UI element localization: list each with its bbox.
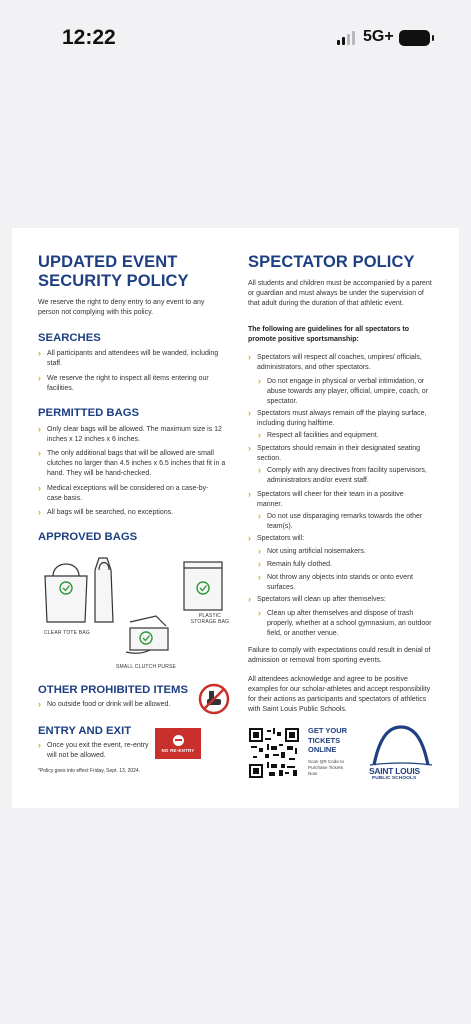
battery-icon	[399, 30, 430, 46]
failure-notice: Failure to comply with expectations could result in denial of admission or removal from sporting events.	[248, 647, 431, 664]
permitted-bags-item: › The only additional bags that will be allowed are small clutches no larger than 4.5 inches x 6.5 inches that fit in a hand. They will be hand-checked.	[38, 449, 228, 479]
prohibited-heading: OTHER PROHIBITED ITEMS	[38, 684, 189, 696]
spectator-item: › Spectators will cheer for their team in a positive manner.	[248, 490, 424, 510]
status-bar	[0, 0, 471, 78]
small-clutch-purse-icon	[124, 612, 176, 658]
searches-heading: SEARCHES	[38, 332, 101, 344]
no-reentry-label: NO RE-ENTRY	[161, 747, 195, 753]
get-tickets-online: GET YOUR TICKETS ONLINE	[308, 726, 348, 754]
no-food-drink-icon	[198, 683, 230, 715]
spectator-subitem: › Not throw any objects into stands or onto event surfaces.	[258, 573, 434, 593]
plastic-storage-bag-icon	[182, 560, 224, 612]
security-title-line1: UPDATED EVENT	[38, 253, 178, 271]
no-entry-icon	[173, 735, 184, 746]
spectator-title: SPECTATOR POLICY	[248, 253, 415, 271]
spectator-subitem: › Respect all facilities and equipment.	[258, 431, 434, 441]
policy-footnote: *Policy goes into effect Friday, Sept. 13, 2024.	[38, 768, 141, 774]
tickets-qr-code[interactable]	[249, 728, 299, 778]
entry-exit-heading: ENTRY AND EXIT	[38, 725, 132, 737]
plastic-bag-caption: PLASTIC STORAGE BAG	[190, 613, 230, 625]
permitted-bags-heading: PERMITTED BAGS	[38, 407, 140, 419]
spectator-item: › Spectators should remain in their designated seating section.	[248, 444, 424, 464]
acknowledgement: All attendees acknowledge and agree to be positive examples for our scholar-athletes and accept responsibility for their actions as participants and spectators of athletics with Saint Louis Public Schools.	[248, 676, 431, 713]
spectator-subitem: › Comply with any directives from facility supervisors, administrators and/or event staff.	[258, 466, 434, 486]
spectator-subitem: › Not using artificial noisemakers.	[258, 547, 434, 557]
guidelines-lead: The following are guidelines for all spectators to promote positive sportsmanship:	[248, 326, 410, 343]
spectator-item: › Spectators will:	[248, 534, 434, 544]
spectator-intro: All students and children must be accompanied by a parent or guardian and must always be under the supervision of that adult during the duration of that athletic event.	[248, 280, 432, 307]
spectator-item: › Spectators will clean up after themselves:	[248, 595, 434, 605]
entry-exit-item: › Once you exit the event, re-entry will not be allowed.	[38, 741, 158, 761]
policy-flyer-image	[12, 228, 459, 808]
searches-item: › All participants and attendees will be wanded, including staff.	[38, 349, 222, 369]
spectator-subitem: › Do not use disparaging remarks towards the other team(s).	[258, 512, 434, 532]
security-title-line2: SECURITY POLICY	[38, 272, 189, 290]
spectator-subitem: › Clean up after themselves and dispose of trash properly, whether at a school gymnasium, an outdoor field, or another venue.	[258, 609, 434, 639]
clear-tote-caption: CLEAR TOTE BAG	[44, 630, 90, 636]
spectator-subitem: › Do not engage in physical or verbal intimidation, or abuse towards any player, official, umpire, coach, or spectator.	[258, 377, 434, 407]
no-reentry-badge	[155, 728, 201, 759]
security-intro: We reserve the right to deny entry to any event to any person not complying with this policy.	[38, 299, 205, 316]
permitted-bags-item: › Medical exceptions will be considered on a case-by-case basis.	[38, 484, 210, 504]
spectator-item: › Spectators will respect all coaches, umpires/ officials, administrators, and other spectators.	[248, 353, 434, 373]
permitted-bags-item: › All bags will be searched, no exceptions.	[38, 508, 228, 518]
approved-bags-heading: APPROVED BAGS	[38, 531, 138, 543]
searches-item: › We reserve the right to inspect all items entering our facilities.	[38, 374, 228, 394]
network-type: 5G+	[363, 28, 394, 45]
status-time: 12:22	[62, 26, 116, 49]
scan-qr-note: Scan QR Code to Purchase Tickets Now	[308, 759, 345, 776]
clear-tote-bag-icon	[39, 554, 119, 626]
spectator-subitem: › Remain fully clothed.	[258, 560, 434, 570]
prohibited-item: › No outside food or drink will be allowed.	[38, 700, 208, 710]
cellular-signal-icon	[337, 31, 355, 45]
permitted-bags-item: › Only clear bags will be allowed. The maximum size is 12 inches x 12 inches x 6 inches.	[38, 425, 228, 445]
logo-public-schools: PUBLIC SCHOOLS	[372, 776, 417, 781]
logo-saint-louis: SAINT LOUIS	[369, 766, 420, 776]
spectator-item: › Spectators must always remain off the playing surface, including during halftime.	[248, 409, 434, 429]
clutch-caption: SMALL CLUTCH PURSE	[116, 664, 177, 670]
